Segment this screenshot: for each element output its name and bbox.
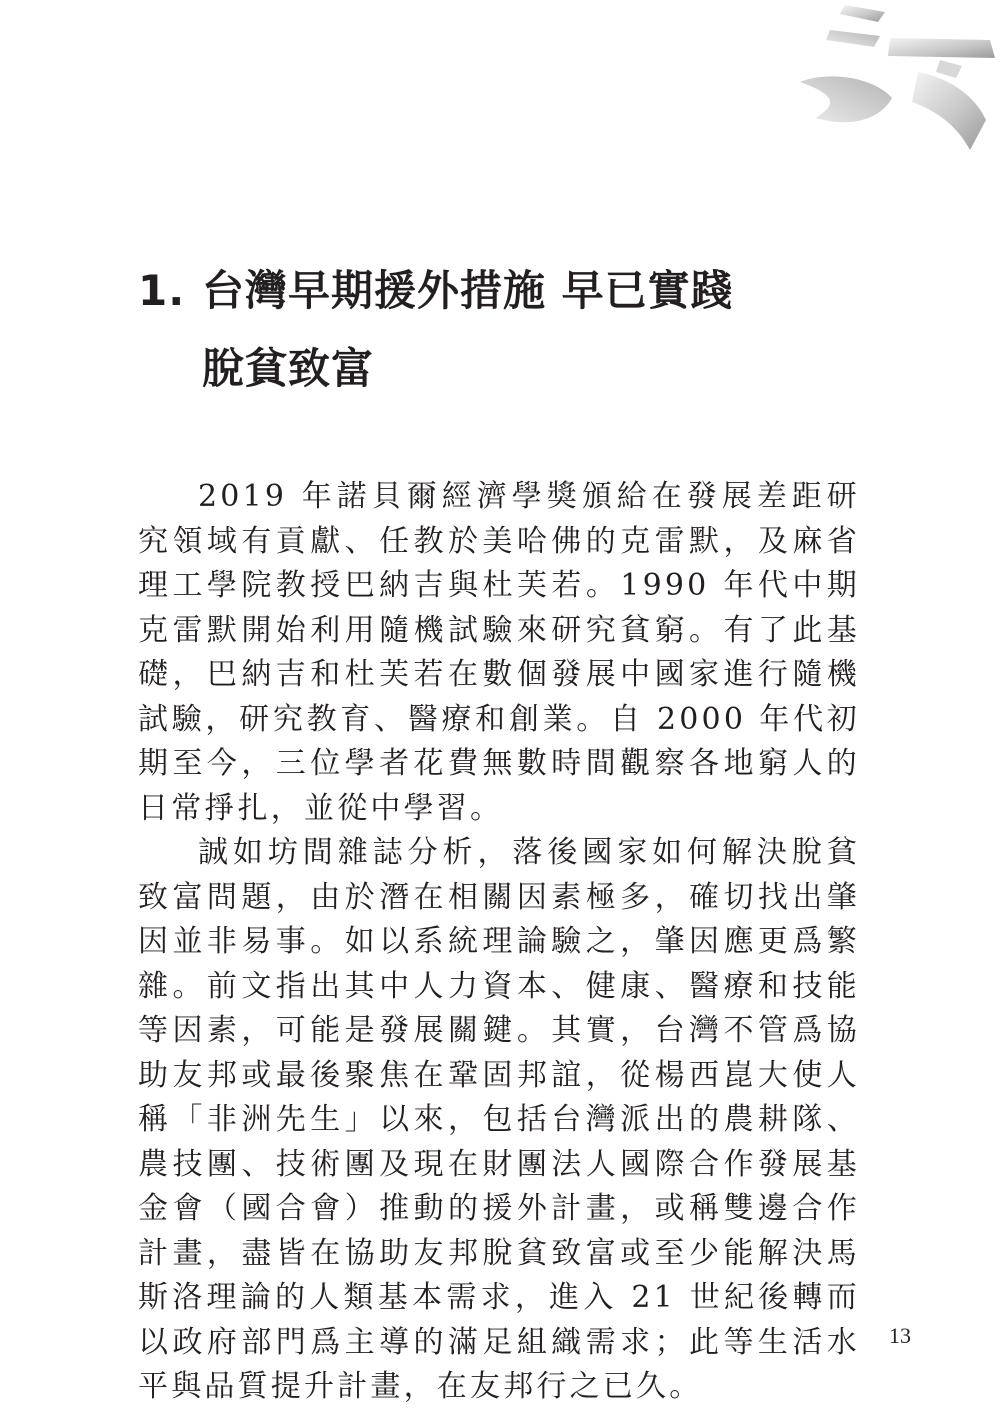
body-text — [138, 475, 860, 1410]
page-number: 13 — [889, 1323, 911, 1348]
paragraph-2: 誠如坊間雜誌分析，落後國家如何解決脫貧致富問題，由於潛在相關因素極多，確切找出肇因並非易事。如以系統理論驗之，肇因應更爲繁雜。前文指出其中人力資本、健康、醫療和技能等因素，可能是發展關鍵。其實，台灣不管爲協助友邦或最後聚焦在鞏固邦誼，從楊西崑大使人稱「非洲先生」以來，包括台灣派出的農耕隊、農技團、技術團及現在財團法人國際合作發展基金會（國合會）推動的援外計畫，或稱雙邊合作計畫，盡皆在協助友邦脫貧致富或至少能解決馬斯洛理論的人類基本需求，進入 21 世紀後轉而以政府部門爲主導的滿足組織需求；此等生活水平與品質提升計畫，在友邦行之已久。 — [138, 835, 860, 1404]
section-heading-line-1 — [138, 252, 898, 330]
chapter-ornament-icon — [790, 0, 1000, 165]
section-title-line-2: 脫貧致富 — [202, 344, 375, 393]
section-heading — [138, 252, 898, 408]
section-number: 1. — [138, 266, 186, 315]
section-title-line-1: 台灣早期援外措施 早已實踐 — [202, 266, 734, 315]
paragraph-1: 2019 年諾貝爾經濟學獎頒給在發展差距研究領域有貢獻、任教於美哈佛的克雷默，及麻省理工學院教授巴納吉與杜芙若。1990 年代中期克雷默開始利用隨機試驗來研究貧窮。有了此基礎，巴納吉和杜芙若在數個發展中國家進行隨機試驗，研究教育、醫療和創業。自 2000 年代初期至今，三位學者花費無數時間觀察各地窮人的日常掙扎，並從中學習。 — [138, 479, 860, 826]
